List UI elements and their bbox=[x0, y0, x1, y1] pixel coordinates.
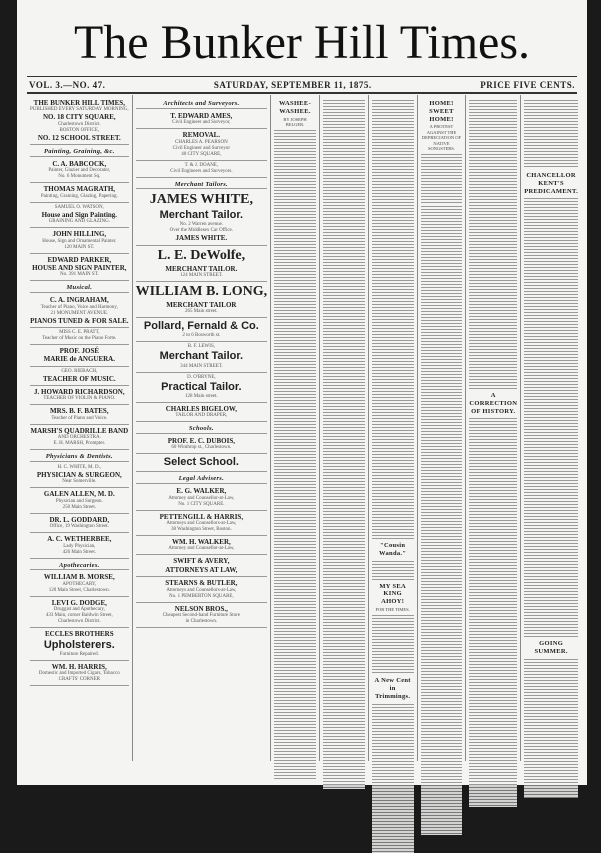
advertisement bbox=[136, 373, 267, 403]
article-column-7 bbox=[466, 95, 521, 761]
advertisement bbox=[136, 110, 267, 129]
section-heading: Architects and Surveyors. bbox=[136, 100, 267, 109]
ad-line: T. & J. DOANE, bbox=[184, 162, 219, 168]
advertisement bbox=[30, 294, 129, 328]
advertisement bbox=[30, 514, 129, 533]
issue-date: SATURDAY, SEPTEMBER 11, 1875. bbox=[213, 80, 372, 90]
ad-line: J. HOWARD RICHARDSON, bbox=[34, 388, 125, 397]
article-byline: FOR THE TIMES. bbox=[375, 606, 410, 612]
article-body-text bbox=[524, 658, 578, 798]
section-heading: Physicians & Dentists. bbox=[30, 453, 129, 462]
ad-line: Furniture Repaired. bbox=[59, 651, 99, 657]
ad-line: SAMUEL O. WATSON, bbox=[54, 204, 104, 210]
article-body-text bbox=[524, 99, 578, 169]
ad-line: APOTHECARY, bbox=[62, 581, 97, 587]
ad-line: WM. H. HARRIS, bbox=[51, 662, 107, 671]
ad-line: No. 391 MAIN ST. bbox=[59, 272, 99, 278]
advertisement bbox=[136, 511, 267, 536]
advertisement bbox=[30, 183, 129, 202]
ad-line: DR. L. GODDARD, bbox=[49, 515, 110, 524]
ad-line: B. F. LEWIS, bbox=[187, 344, 215, 350]
ad-line: WILLIAM B. MORSE, bbox=[43, 573, 115, 582]
dateline bbox=[29, 80, 575, 90]
ad-line: No. 2 Warren avenue. bbox=[179, 222, 224, 228]
advertisement bbox=[136, 485, 267, 510]
ad-line: HOUSE AND SIGN PAINTER, bbox=[32, 263, 127, 272]
ad-line: AND ORCHESTRA. bbox=[57, 435, 101, 441]
ad-line: SWIFT & AVERY, bbox=[173, 557, 230, 566]
newspaper-page bbox=[17, 0, 587, 785]
article-headline: GOING SUMMER. bbox=[534, 640, 568, 656]
advertisement bbox=[136, 555, 267, 577]
advertisement bbox=[136, 318, 267, 342]
advertisement bbox=[30, 97, 129, 145]
article-headline: CHANCELLOR KENT'S PREDICAMENT. bbox=[524, 172, 579, 195]
ad-line: Civil Engineer and Surveyor, bbox=[172, 120, 231, 126]
ad-line: JAMES WHITE, bbox=[149, 192, 253, 208]
article-body-text bbox=[274, 129, 316, 779]
ad-line: THOMAS MAGRATH, bbox=[43, 185, 116, 194]
article-body-text bbox=[372, 703, 414, 853]
article-body-text bbox=[469, 99, 517, 389]
ad-line: in Charlestown. bbox=[185, 618, 218, 624]
advertisement bbox=[136, 342, 267, 372]
ad-line: Pollard, Fernald & Co. bbox=[143, 320, 259, 333]
advertisement bbox=[136, 129, 267, 160]
ad-line: Attorney and Counsellor-at-Law, bbox=[168, 495, 235, 501]
divider bbox=[27, 92, 577, 94]
advertisement bbox=[136, 435, 267, 454]
ad-line: ATTORNEYS AT LAW, bbox=[165, 565, 238, 574]
advertisement bbox=[136, 190, 267, 245]
ad-line: PUBLISHED EVERY SATURDAY MORNING, bbox=[30, 107, 129, 113]
advertisement bbox=[136, 282, 267, 318]
ad-line: C. A. BABCOCK, bbox=[52, 159, 107, 168]
ad-line: Painter, Glazier and Decorator, bbox=[48, 168, 111, 174]
ad-line: 426 Main Street. bbox=[62, 549, 97, 555]
ad-line: Charlestown District. bbox=[57, 121, 101, 127]
section-heading: Merchant Tailors. bbox=[136, 181, 267, 190]
ad-line: JAMES WHITE. bbox=[175, 234, 228, 243]
article-column-8 bbox=[521, 95, 581, 761]
ad-line: Cheapest Second-hand Furniture Store bbox=[162, 612, 241, 618]
article-body-text bbox=[372, 560, 414, 580]
price: PRICE FIVE CENTS. bbox=[480, 80, 575, 90]
ad-line: BOSTON OFFICE, bbox=[59, 127, 100, 133]
article-body-text bbox=[372, 99, 414, 539]
ad-line: WM. H. WALKER, bbox=[171, 538, 231, 547]
ad-line: MARSH'S QUADRILLE BAND bbox=[30, 426, 129, 435]
ad-line: Teacher of Piano and Voice. bbox=[51, 415, 108, 421]
ad-line: 433 Main, corner Baldwin Street, bbox=[45, 613, 113, 619]
ad-line: No. 1 PEMBERTON SQUARE, bbox=[168, 593, 234, 599]
advertisement bbox=[30, 425, 129, 450]
ad-line: MERCHANT TAILOR bbox=[166, 300, 237, 309]
advertisement bbox=[30, 203, 129, 228]
advertisement bbox=[30, 597, 129, 628]
advertisement bbox=[136, 603, 267, 628]
advertisement bbox=[30, 328, 129, 345]
article-headline: MY SEA KING AHOY! bbox=[379, 582, 406, 606]
ad-line: Druggist and Apothecary, bbox=[53, 607, 105, 613]
section-heading: Painting, Graining, &c. bbox=[30, 148, 129, 157]
ad-line: Near Somerville. bbox=[62, 479, 97, 485]
article-body-text bbox=[469, 417, 517, 807]
ad-line: 21 MONUMENT AVENUE. bbox=[50, 310, 109, 316]
ad-line: CRAFTS' CORNER bbox=[58, 677, 100, 683]
article-column-6 bbox=[418, 95, 467, 761]
article-headline: WASHEE-WASHEE. bbox=[278, 100, 312, 115]
ad-line: 2 to 6 Bosworth st. bbox=[182, 333, 221, 339]
ad-line: 40 CITY SQUARE, bbox=[181, 151, 222, 157]
advertisement bbox=[30, 158, 129, 183]
ad-line: H. C. WHITE, M. D., bbox=[57, 465, 102, 471]
advertisement bbox=[30, 345, 129, 367]
ad-line: MERCHANT TAILOR. bbox=[165, 264, 238, 273]
ad-line: 120 MAIN ST. bbox=[64, 244, 95, 250]
divider bbox=[27, 76, 577, 77]
ad-line: MARIE de ANGUERA. bbox=[43, 355, 115, 364]
article-headline: A CORRECTION OF HISTORY. bbox=[469, 392, 518, 415]
advertisement bbox=[136, 536, 267, 555]
ad-line: Teacher of Piano, Voice and Harmony, bbox=[40, 304, 118, 310]
ad-line: TEACHER OF VIOLIN & PIANO. bbox=[43, 396, 116, 402]
ad-line: No. 6 Monument Sq. bbox=[58, 174, 101, 180]
advertisement bbox=[30, 463, 129, 488]
ad-line: Attorneys and Counsellors-at-Law, bbox=[166, 521, 237, 527]
ad-line: CHARLES A. PEARSON bbox=[175, 139, 228, 145]
article-body-text bbox=[421, 205, 463, 835]
ad-line: CHARLES BIGELOW, bbox=[165, 404, 238, 413]
ad-line: 60 Winthrop st., Charlestown. bbox=[171, 445, 232, 451]
advertisement bbox=[136, 454, 267, 472]
ad-line: PETTENGILL & HARRIS, bbox=[159, 512, 244, 521]
advertisement-column-1 bbox=[27, 95, 133, 761]
article-byline: A PROTEST AGAINST THE DEPRECIATION OF NATIVE SONGSTERS. bbox=[421, 124, 462, 151]
article-body-text bbox=[323, 99, 365, 789]
ad-line: Charlestown District. bbox=[57, 619, 101, 625]
ad-line: EDWARD PARKER, bbox=[47, 255, 112, 264]
ad-line: E. H. MARSH, Prompter. bbox=[53, 441, 106, 447]
advertisement bbox=[30, 533, 129, 558]
ad-line: House, Sign and Ornamental Painter. bbox=[42, 238, 117, 244]
article-column-5 bbox=[369, 95, 418, 761]
ad-line: E. G. WALKER, bbox=[176, 487, 227, 496]
advertisement bbox=[30, 571, 129, 596]
ad-line: Over the Middlesex Car Office. bbox=[169, 228, 234, 234]
ad-line: PIANOS TUNED & FOR SALE. bbox=[30, 316, 129, 325]
ad-line: ECCLES BROTHERS bbox=[44, 630, 114, 639]
ad-line: JOHN HILLING, bbox=[52, 230, 107, 239]
ad-line: Practical Tailor. bbox=[161, 380, 242, 393]
advertisement bbox=[136, 403, 267, 422]
advertisement bbox=[30, 488, 129, 513]
ad-line: PROF. E. C. DUBOIS, bbox=[167, 436, 235, 445]
advertisement bbox=[30, 386, 129, 405]
ad-line: 344 MAIN STREET. bbox=[180, 363, 223, 369]
section-heading: Legal Advisers. bbox=[136, 475, 267, 484]
article-body-text bbox=[372, 614, 414, 674]
columns bbox=[27, 95, 581, 761]
ad-line: Civil Engineer and Surveyor bbox=[172, 145, 231, 151]
ad-line: Domestic and Imported Cigars, Tobacco bbox=[38, 671, 120, 677]
ad-line: Lady Physician, bbox=[63, 543, 96, 549]
ad-line: LEVI G. DODGE, bbox=[51, 598, 107, 607]
article-body-text bbox=[421, 153, 463, 203]
ad-line: NO. 12 SCHOOL STREET. bbox=[37, 133, 121, 142]
volume-number: VOL. 3.—NO. 47. bbox=[29, 80, 106, 90]
section-heading: Musical. bbox=[30, 284, 129, 293]
ad-line: 120 Main Street, Charlestown. bbox=[48, 587, 110, 593]
ad-line: 128 Main street. bbox=[185, 393, 218, 399]
ad-line: THE BUNKER HILL TIMES, bbox=[33, 99, 125, 107]
ad-line: MRS. B. F. BATES, bbox=[50, 407, 109, 416]
article-column-3 bbox=[271, 95, 320, 761]
ad-line: A. C. WETHERBEE, bbox=[47, 535, 112, 544]
ad-line: WILLIAM B. LONG, bbox=[135, 283, 268, 299]
ad-line: T. EDWARD AMES, bbox=[170, 111, 233, 120]
advertisement bbox=[30, 661, 129, 686]
advertisement-column-2 bbox=[133, 95, 271, 761]
advertisement bbox=[136, 161, 267, 178]
ad-line: STEARNS & BUTLER, bbox=[165, 579, 238, 588]
ad-line: Merchant Tailor. bbox=[159, 209, 244, 222]
ad-line: Attorneys and Counsellors-at-Law, bbox=[166, 587, 237, 593]
ad-line: C. A. INGRAHAM, bbox=[49, 296, 109, 305]
ad-line: Teacher of Music on the Piano Forte. bbox=[42, 335, 117, 341]
ad-line: L. E. DeWolfe, bbox=[157, 247, 246, 263]
advertisement bbox=[136, 246, 267, 282]
article-headline: HOME! SWEET HOME! bbox=[429, 100, 454, 123]
ad-line: Select School. bbox=[163, 456, 239, 469]
ad-line: TEACHER OF MUSIC. bbox=[42, 374, 116, 383]
ad-line: Attorney and Counsellor-at-Law, bbox=[168, 546, 235, 552]
article-headline: "Cousin Wanda." bbox=[379, 542, 407, 557]
ad-line: Upholsterers. bbox=[43, 638, 115, 651]
ad-line: GALEN ALLEN, M. D. bbox=[43, 490, 115, 499]
ad-line: REMOVAL. bbox=[182, 131, 221, 140]
ad-line: 38 Washington Street, Boston. bbox=[170, 527, 232, 533]
advertisement bbox=[30, 628, 129, 661]
advertisement bbox=[30, 254, 129, 282]
ad-line: PROF. JOSÉ bbox=[59, 346, 100, 355]
ad-line: No. 1 CITY SQUARE. bbox=[178, 501, 225, 507]
ad-line: MISS C. E. PRATT, bbox=[59, 329, 100, 335]
ad-line: PHYSICIAN & SURGEON, bbox=[36, 471, 122, 480]
ad-line: GRAINING AND GLAZING. bbox=[48, 219, 110, 225]
ad-line: Painting, Graining, Glazing, Papering. bbox=[40, 193, 118, 199]
ad-line: 250 Main Street. bbox=[62, 504, 97, 510]
advertisement bbox=[30, 228, 129, 253]
ad-line: D. O'BRYNE, bbox=[187, 374, 216, 380]
ad-line: House and Sign Painting. bbox=[41, 210, 118, 219]
ad-line: NO. 18 CITY SQUARE, bbox=[42, 113, 116, 122]
ad-line: 124 MAIN STREET. bbox=[180, 272, 223, 278]
advertisement bbox=[136, 577, 267, 602]
ad-line: Civil Engineers and Surveyors. bbox=[170, 168, 233, 174]
ad-line: TAILOR AND DRAPER, bbox=[175, 413, 228, 419]
section-heading: Apothecaries. bbox=[30, 562, 129, 571]
masthead: The Bunker Hill Times. bbox=[73, 16, 531, 69]
article-byline: BY JOSEPH BELGER. bbox=[283, 116, 307, 127]
ad-line: Merchant Tailor. bbox=[159, 350, 244, 363]
ad-line: 265 Main street. bbox=[185, 309, 218, 315]
ad-line: GEO. RIEBACH, bbox=[61, 368, 98, 374]
article-column-4 bbox=[320, 95, 369, 761]
article-headline: A New Cent in Trimmings. bbox=[374, 677, 411, 700]
advertisement bbox=[30, 405, 129, 424]
section-heading: Schools. bbox=[136, 425, 267, 434]
advertisement bbox=[30, 367, 129, 386]
ad-line: NELSON BROS., bbox=[174, 604, 228, 613]
ad-line: Office, 19 Washington Street. bbox=[49, 524, 109, 530]
ad-line: Physician and Surgeon. bbox=[55, 498, 103, 504]
article-body-text bbox=[524, 197, 578, 637]
